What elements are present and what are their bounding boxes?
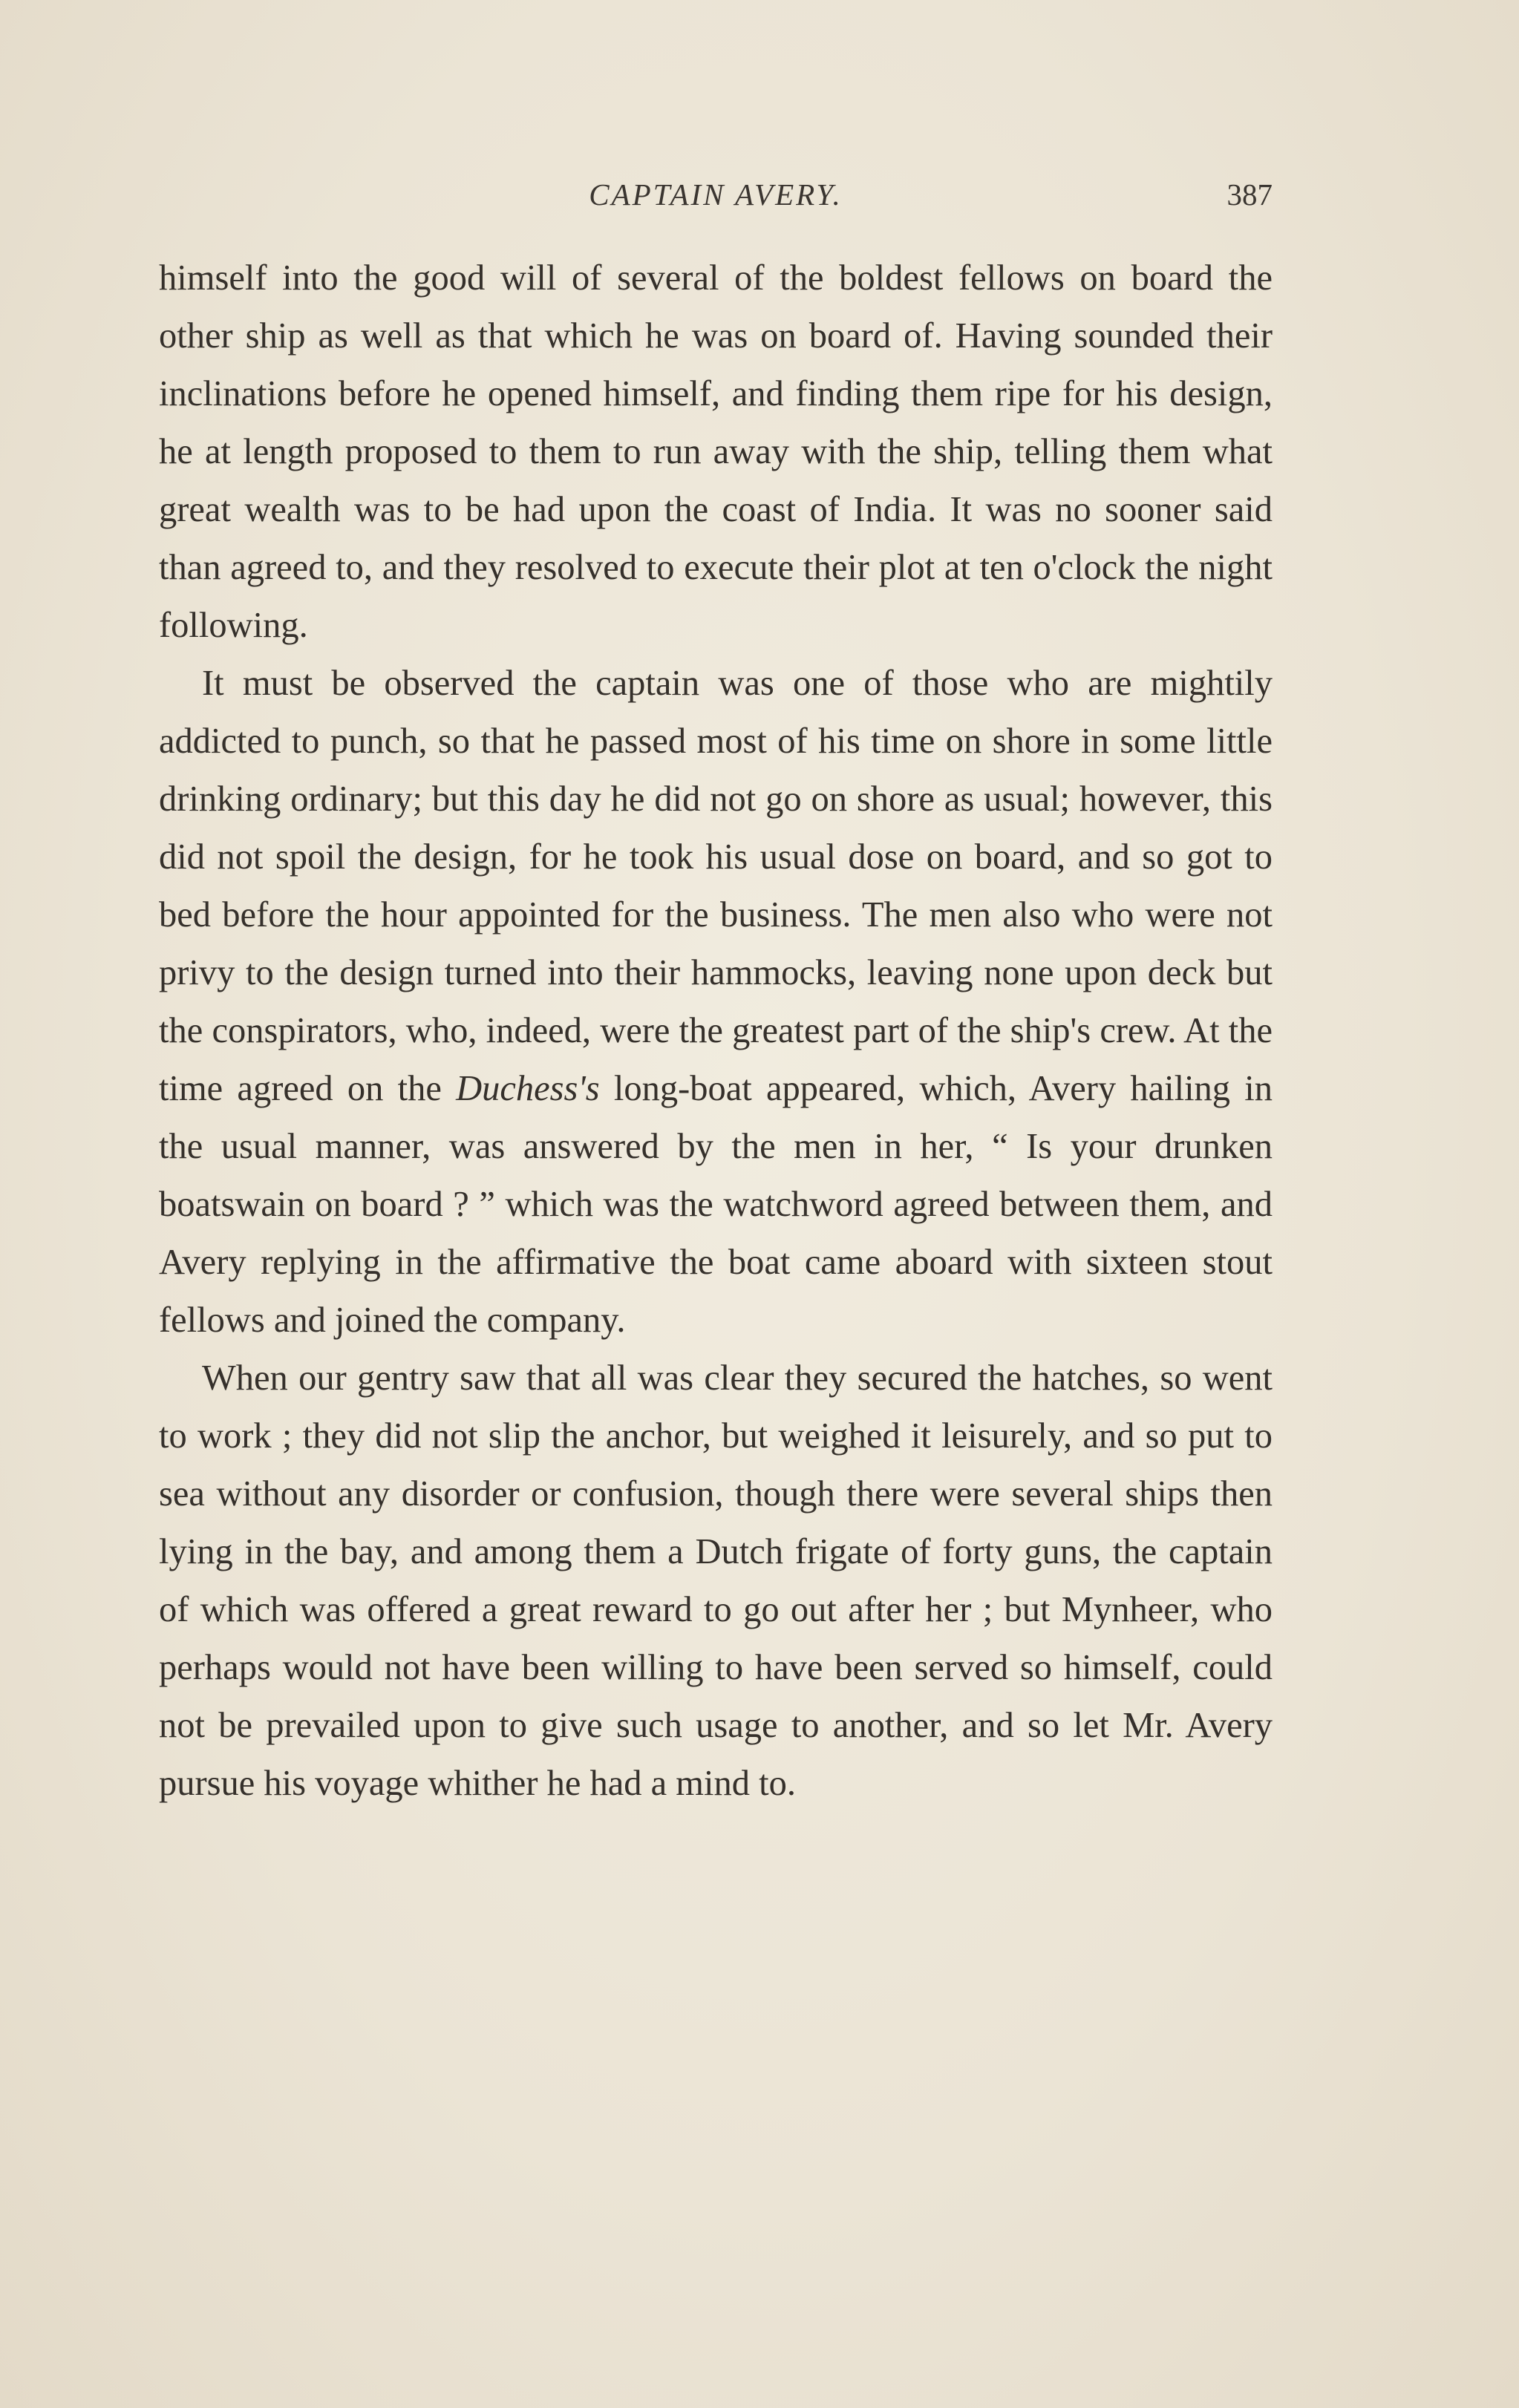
ship-name-italic: Duchess's [456,1069,600,1108]
running-title: CAPTAIN AVERY. [589,177,843,212]
paragraph-2-part-2: long-boat appeared, which, Avery hailing in the usual manner, was answered by the men in her, “ Is your drunken boatswain on board ? ” which was the watchword agreed between them, and Avery replying in the affirmative the boat came aboard with sixteen stout fellows and joined the company. [159,1069,1273,1340]
body-text [159,249,1273,1813]
paragraph-2-part-1: It must be observed the captain was one of those who are mightily addicted to punch, so that he passed most of his time on shore in some little drinking ordinary; but this day he did not go on shore as usual; however, this did not spoil the design, for he took his usual dose on board, and so got to bed before the hour appointed for the business. The men also who were not privy to the design turned into their hammocks, leaving none upon deck but the conspirators, who, indeed, were the greatest part of the ship's crew. At the time agreed on the [159,664,1273,1108]
paragraph-2 [159,655,1273,1349]
running-head [159,177,1273,229]
paragraph-3: When our gentry saw that all was clear they secured the hatches, so went to work ; they did not slip the anchor, but weighed it leisurely, and so put to sea without any disorder or confusion, though there were several ships then lying in the bay, and among them a Dutch frigate of forty guns, the captain of which was offered a great reward to go out after her ; but Mynheer, who perhaps would not have been willing to have been served so himself, could not be prevailed upon to give such usage to another, and so let Mr. Avery pursue his voyage whither he had a mind to. [159,1358,1273,1803]
paragraph-1: himself into the good will of several of the boldest fellows on board the other ship as well as that which he was on board of. Having sounded their inclinations before he opened himself, and finding them ripe for his design, he at length proposed to them to run away with the ship, telling them what great wealth was to be had upon the coast of India. It was no sooner said than agreed to, and they resolved to execute their plot at ten o'clock the night following. [159,258,1273,645]
page-number: 387 [1226,177,1273,212]
